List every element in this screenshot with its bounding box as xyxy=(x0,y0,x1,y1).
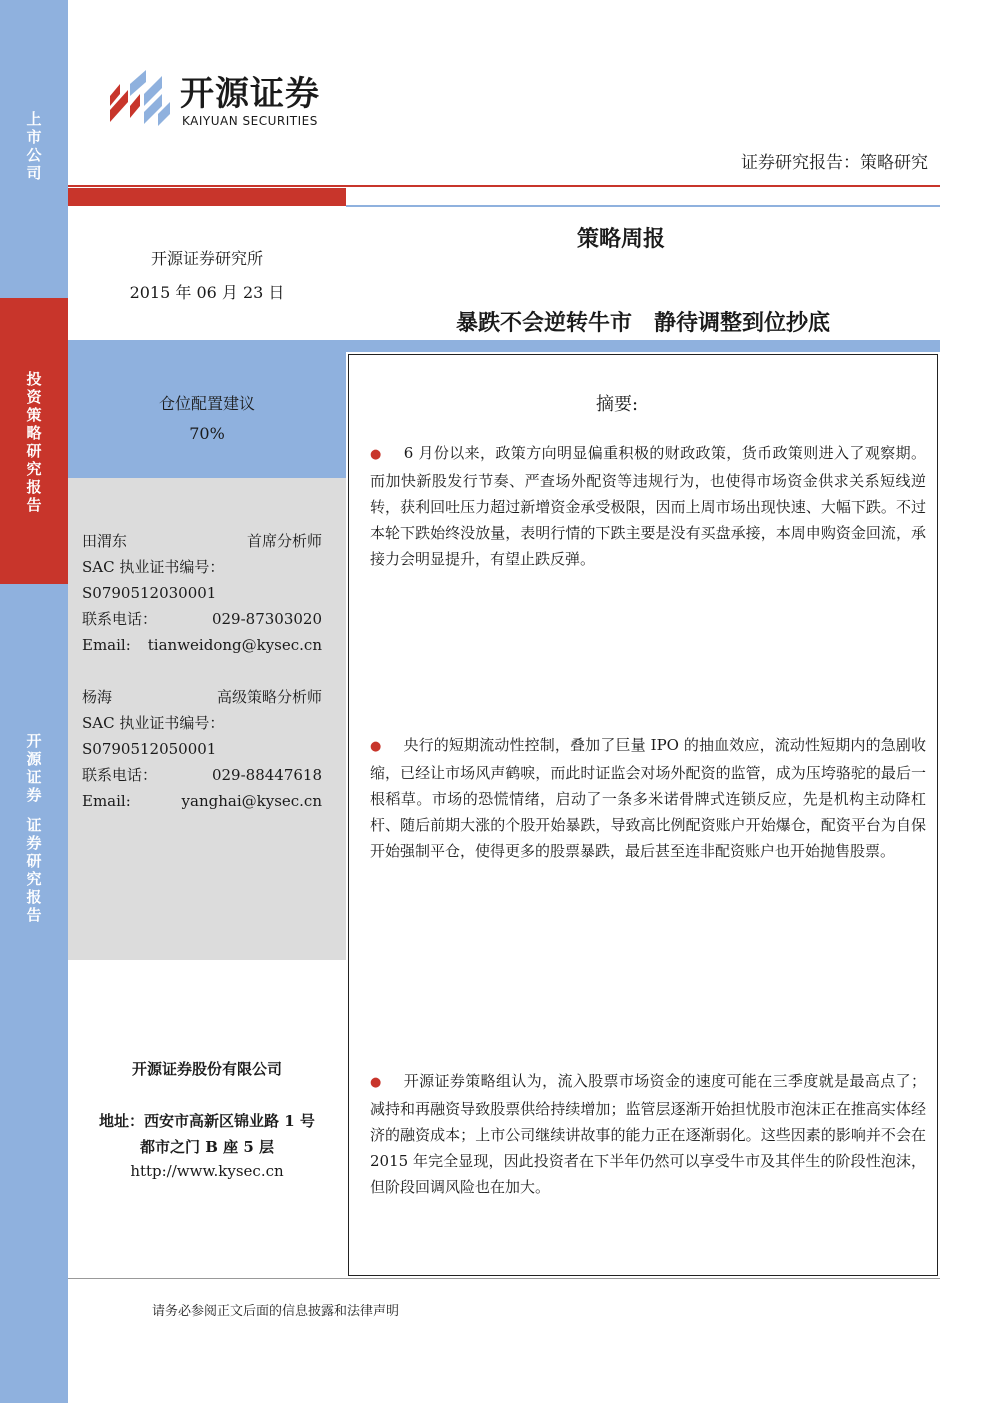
position-value: 70% xyxy=(189,424,225,443)
side-band-bottom xyxy=(0,584,68,1403)
abstract-paragraph xyxy=(370,440,926,572)
title-underline-bar xyxy=(346,340,940,352)
logo-name-en: KAIYUAN SECURITIES xyxy=(182,114,318,128)
email-label: Email: xyxy=(82,636,131,654)
sac-number: S0790512030001 xyxy=(82,584,217,602)
company-name: 开源证券股份有限公司 xyxy=(131,1060,282,1078)
phone-label: 联系电话： xyxy=(82,610,158,628)
report-date: 2015 年 06 月 23 日 xyxy=(129,283,285,302)
analyst-card xyxy=(82,528,322,658)
email-address[interactable]: yanghai@kysec.cn xyxy=(181,792,322,810)
address-line-2: 都市之门 B 座 5 层 xyxy=(139,1138,274,1156)
phone-number: 029-88447618 xyxy=(211,766,322,784)
logo-mark-icon xyxy=(106,66,176,132)
side-label-listed-company: 上 市 公 司 xyxy=(26,110,42,182)
side-label-strategy-report: 投 资 策 略 研 究 报 告 xyxy=(26,370,42,514)
address-line-1: 地址：西安市高新区锦业路 1 号 xyxy=(99,1112,315,1130)
sac-number: S0790512050001 xyxy=(82,740,217,758)
footer-divider xyxy=(68,1278,940,1279)
paragraph-text: 央行的短期流动性控制，叠加了巨量 IPO 的抽血效应，流动性短期内的急剧收缩，已经让市场风声鹤唳，而此时证监会对场外配资的监管，成为压垮骆驼的最后一根稻草。市场的恐慌情绪，启动了一条多米诺骨牌式连锁反应，先是机构主动降杠杆、随后前期大涨的个股开始暴跌，导致高比例配资账户开始爆仓，配资平台为自保开始强制平仓，使得更多的股票暴跌，最后甚至连非配资账户也开始抛售股票。 xyxy=(370,736,926,860)
document-title: 暴跌不会逆转牛市 静待调整到位抄底 xyxy=(455,310,830,336)
abstract-paragraph xyxy=(370,732,926,864)
email-address[interactable]: tianweidong@kysec.cn xyxy=(147,636,322,654)
phone-label: 联系电话： xyxy=(82,766,158,784)
institute-box xyxy=(68,206,346,340)
abstract-paragraph xyxy=(370,1068,926,1200)
abstract-heading: 摘要: xyxy=(596,394,639,415)
position-label: 仓位配置建议 xyxy=(158,394,255,413)
bullet-icon: ● xyxy=(370,1075,382,1090)
company-logo xyxy=(106,66,346,132)
analyst-name: 田渭东 xyxy=(82,532,128,550)
paragraph-text: 6 月份以来，政策方向明显偏重积极的财政政策，货币政策则进入了观察期。而加快新股发行节奏、严查场外配资等违规行为，也使得市场资金供求关系短线逆转，获利回吐压力超过新增资金承受极限，因而上周市场出现快速、大幅下跌。不过本轮下跌始终没放量，表明行情的下跌主要是没有买盘承接，本周申购资金回流，承接力会明显提升，有望止跌反弹。 xyxy=(370,444,927,568)
legal-disclaimer: 请务必参阅正文后面的信息披露和法律声明 xyxy=(152,1304,400,1319)
logo-name-cn: 开源证券 xyxy=(180,74,320,114)
sac-label: SAC 执业证书编号： xyxy=(82,558,225,576)
email-label: Email: xyxy=(82,792,131,810)
side-label-kaiyuan-research: 开 源 证 券 证 券 研 究 报 告 xyxy=(26,732,42,924)
bullet-icon: ● xyxy=(370,447,382,462)
paragraph-text: 开源证券策略组认为，流入股票市场资金的速度可能在三季度就是最高点了；减持和再融资导致股票供给持续增加；监管层逐渐开始担忧股市泡沫正在推高实体经济的融资成本；上市公司继续讲故事的能力正在逐渐弱化。这些因素的影响并不会在 2015 年完全显现，因此投资者在下半年仍然可以享受牛市及其伴生的阶段性泡沫，但阶段回调风险也在加大。 xyxy=(370,1072,926,1196)
document-kind: 策略周报 xyxy=(576,226,665,252)
analyst-name: 杨海 xyxy=(82,688,113,706)
company-website-link[interactable]: http://www.kysec.cn xyxy=(130,1162,284,1180)
institute-name: 开源证券研究所 xyxy=(150,249,263,268)
report-type-label: 证券研究报告：策略研究 xyxy=(741,153,928,173)
sac-label: SAC 执业证书编号： xyxy=(82,714,225,732)
analyst-role: 首席分析师 xyxy=(246,532,322,550)
analyst-card xyxy=(82,684,322,814)
header-divider xyxy=(68,185,940,187)
title-top-divider xyxy=(346,205,940,207)
bullet-icon: ● xyxy=(370,739,382,754)
analyst-role: 高级策略分析师 xyxy=(216,688,322,706)
phone-number: 029-87303020 xyxy=(211,610,322,628)
